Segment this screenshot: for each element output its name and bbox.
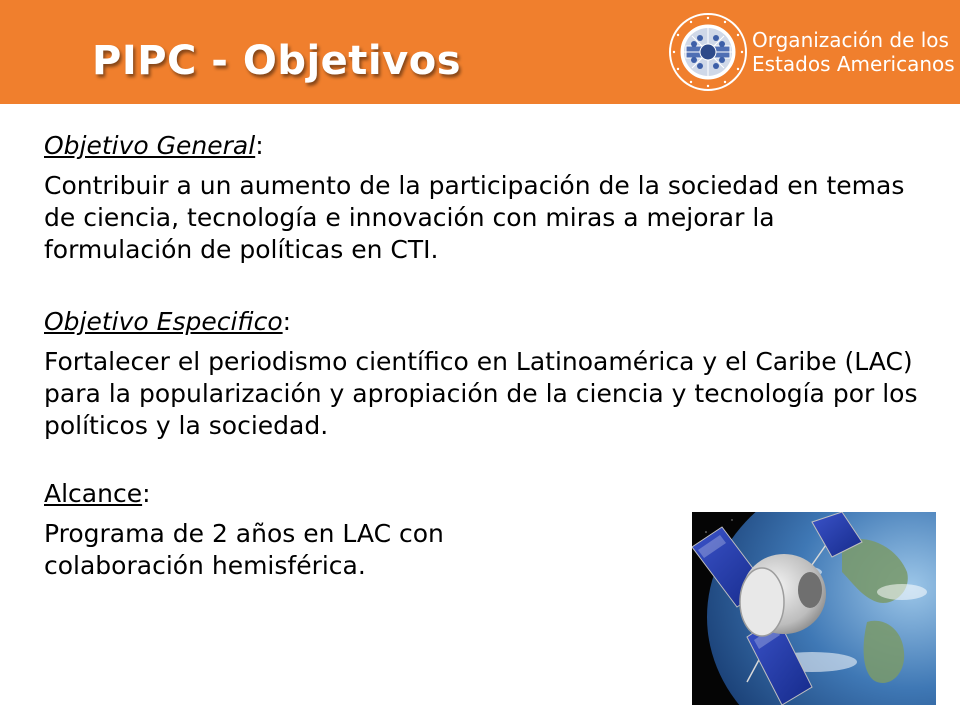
scope-heading (44, 478, 924, 510)
organization-name-line2: Estados Americanos (752, 52, 955, 76)
general-objective-text: Contribuir a un aumento de la participación de la sociedad en temas de ciencia, tecnología e innovación con miras a mejorar la formulación de políticas en CTI. (44, 171, 905, 264)
colon: : (255, 131, 264, 160)
colon: : (142, 479, 151, 508)
specific-objective-heading (44, 306, 924, 338)
satellite-earth-image (692, 512, 936, 705)
organization-name-line1: Organización de los (752, 28, 949, 52)
specific-objective-text: Fortalecer el periodismo científico en Latinoamérica y el Caribe (LAC) para la popularización y apropiación de la ciencia y tecnología por los políticos y la sociedad. (44, 347, 918, 440)
general-objective-heading (44, 130, 924, 162)
slide-title: PIPC - Objetivos (92, 38, 461, 84)
colon: : (282, 307, 292, 336)
slide-header (0, 0, 960, 104)
oas-seal-icon (668, 12, 748, 92)
scope-text: Programa de 2 años en LAC con colaboración hemisférica. (44, 519, 444, 580)
specific-objective-label: Objetivo Especifico (44, 307, 283, 336)
organization-name (752, 28, 955, 76)
general-objective-label: Objetivo General (44, 131, 256, 160)
scope-label: Alcance (44, 479, 143, 508)
